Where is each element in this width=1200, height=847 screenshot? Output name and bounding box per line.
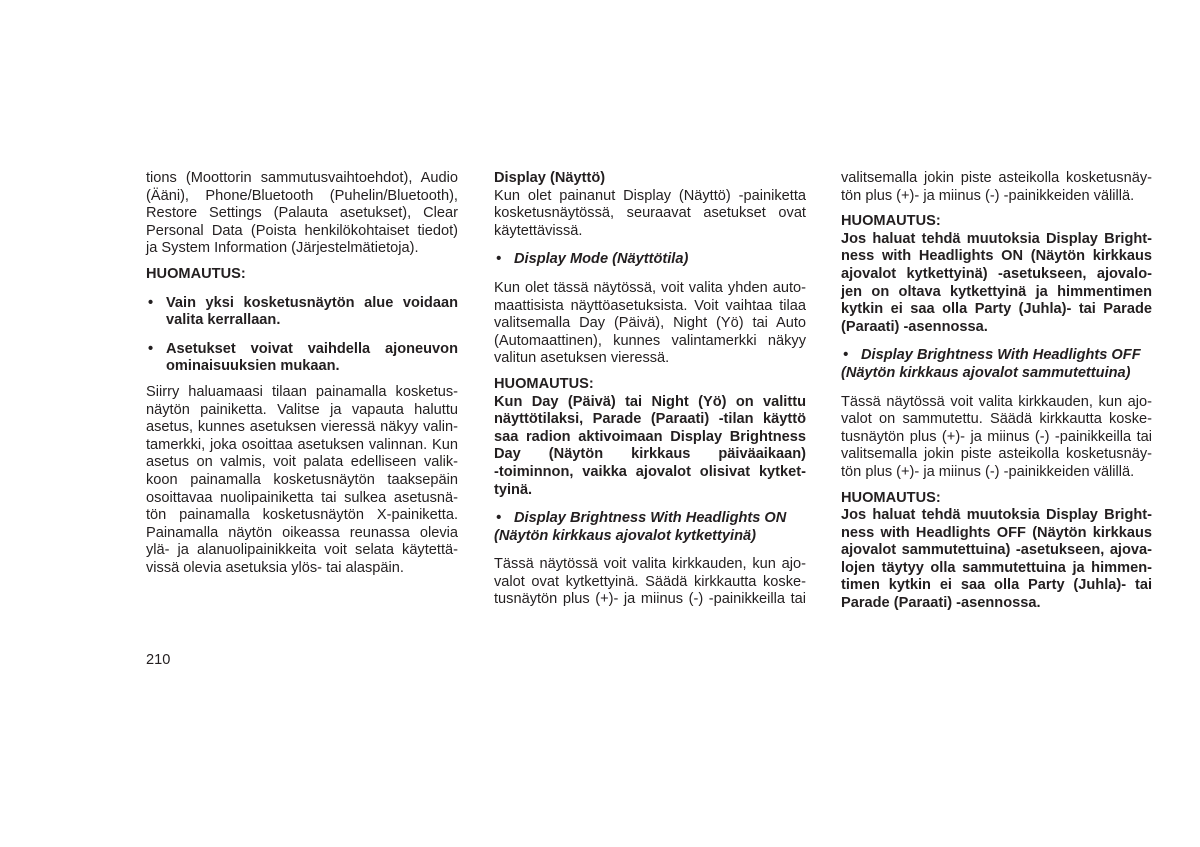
line-text: ja System Information (Järjestelmätietoja).	[146, 240, 419, 257]
text-line	[841, 429, 1152, 447]
text-column-right	[841, 170, 1152, 613]
text-line	[494, 411, 806, 429]
text-line	[494, 315, 806, 333]
text-line	[841, 411, 1152, 429]
text-line	[146, 560, 458, 578]
text-line	[841, 394, 1152, 412]
line-text: valot on sammutettu. Säädä kirkkautta koske-	[841, 411, 1152, 428]
line-text: kosketusnäytössä, seuraavat asetukset ovat	[494, 205, 806, 222]
text-line	[494, 429, 806, 447]
line-text: valitsemalla Day (Päivä), Night (Yö) tai Auto	[494, 315, 806, 332]
text-line	[146, 490, 458, 508]
text-line	[841, 248, 1152, 266]
text-line	[841, 490, 1152, 508]
line-text: tön plus (+)- ja miinus (-) -painikkeiden välillä.	[841, 187, 1135, 204]
text-line	[841, 170, 1152, 188]
text-line	[494, 188, 806, 206]
text-line	[494, 464, 806, 482]
text-line	[494, 446, 806, 464]
line-text: HUOMAUTUS:	[494, 375, 594, 392]
bullet-icon: •	[148, 340, 154, 357]
line-text: asetus, kunnes asetuksen vieressä näkyy valin-	[146, 419, 458, 436]
text-line	[146, 384, 458, 402]
line-text: Kun Day (Päivä) tai Night (Yö) on valittu	[494, 393, 806, 410]
line-text: ajovalot sammutettuina) -asetukseen, ajova-	[841, 542, 1152, 559]
text-line	[841, 365, 1152, 383]
line-text: Display Mode (Näyttötila)	[514, 251, 689, 268]
text-line	[146, 437, 458, 455]
line-text: ylä- ja alanuolipainikkeita voit selata käytettä-	[146, 542, 458, 559]
text-line	[146, 170, 458, 188]
line-text: valitun asetuksen vieressä.	[494, 350, 670, 367]
text-line	[146, 295, 458, 313]
text-line	[841, 284, 1152, 302]
text-line	[146, 419, 458, 437]
bullet-icon: •	[496, 510, 502, 527]
line-text: (Automaattinen), kunnes valintamerkki näkyy	[494, 332, 806, 349]
text-line	[146, 312, 458, 330]
line-text: vissä olevia asetuksia ylös- tai alaspäin.	[146, 559, 404, 576]
text-line	[494, 376, 806, 394]
text-line	[841, 266, 1152, 284]
line-text: ajovalot kytkettyinä) -asetukseen, ajovalo-	[841, 265, 1152, 282]
line-text: Display Brightness With Headlights OFF	[861, 347, 1141, 364]
text-line	[146, 507, 458, 525]
text-line	[146, 472, 458, 490]
line-text: valitsemalla jokin piste asteikolla kosketusnäy-	[841, 446, 1152, 463]
line-text: (Näytön kirkkaus ajovalot kytkettyinä)	[494, 527, 756, 544]
line-text: timen kytkin ei saa olla Party (Juhla)- tai	[841, 577, 1152, 594]
line-text: tyinä.	[494, 481, 533, 498]
line-text: -toiminnon, vaikka ajovalot olisivat kytket-	[494, 463, 806, 480]
text-line	[146, 223, 458, 241]
line-text: Kun olet painanut Display (Näyttö) -painiketta	[494, 187, 806, 204]
text-line	[146, 542, 458, 560]
text-line	[494, 333, 806, 351]
line-text: Asetukset voivat vaihdella ajoneuvon	[166, 340, 458, 357]
line-text: Display (Näyttö)	[494, 170, 606, 186]
text-line	[146, 341, 458, 359]
line-text: lojen täytyy olla sammutettuina ja himmen-	[841, 559, 1152, 576]
line-text: tusnäytön plus (+)- ja miinus (-) -painikkeilla tai	[494, 591, 806, 608]
line-text: Jos haluat tehdä muutoksia Display Bright-	[841, 507, 1152, 524]
line-text: näytön painiketta. Valitse ja vapauta haluttu	[146, 401, 458, 418]
text-line	[494, 510, 806, 528]
line-text: ness with Headlights OFF (Näytön kirkkaus	[841, 524, 1152, 541]
line-text: valot ovat kytkettyinä. Säädä kirkkautta koske-	[494, 573, 806, 590]
line-text: Vain yksi kosketusnäytön alue voidaan	[166, 294, 458, 311]
text-line	[494, 223, 806, 241]
text-line	[146, 240, 458, 258]
text-line	[146, 402, 458, 420]
line-text: ominaisuuksien mukaan.	[166, 358, 340, 375]
bullet-icon: •	[843, 347, 849, 364]
line-text: koon painamalla kosketusnäytön taaksepäin	[146, 471, 458, 488]
line-text: tön plus (+)- ja miinus (-) -painikkeiden välillä.	[841, 463, 1135, 480]
line-text: Display Brightness With Headlights ON	[514, 510, 787, 527]
line-text: näyttötilaksi, Parade (Paraati) -tilan käyttö	[494, 411, 806, 428]
text-line	[841, 542, 1152, 560]
text-line	[494, 280, 806, 298]
text-line	[146, 188, 458, 206]
line-text: Kun olet tässä näytössä, voit valita yhden auto-	[494, 279, 806, 296]
text-line	[841, 213, 1152, 231]
text-line	[494, 591, 806, 609]
line-text: Personal Data (Poista henkilökohtaiset tiedot)	[146, 222, 458, 239]
text-column-left	[146, 170, 458, 577]
text-line	[146, 205, 458, 223]
line-text: ness with Headlights ON (Näytön kirkkaus	[841, 248, 1152, 265]
text-line	[841, 507, 1152, 525]
line-text: valitsemalla jokin piste asteikolla kosketusnäy-	[841, 170, 1152, 186]
text-line	[146, 358, 458, 376]
text-line	[494, 205, 806, 223]
text-line	[494, 394, 806, 412]
text-line	[494, 170, 806, 188]
text-line	[841, 525, 1152, 543]
line-text: osoittavaa nuolipainiketta tai sulkea asetusnä-	[146, 489, 458, 506]
text-line	[841, 577, 1152, 595]
line-text: tusnäytön plus (+)- ja miinus (-) -painikkeilla tai	[841, 428, 1152, 445]
text-line	[494, 251, 806, 269]
line-text: tions (Moottorin sammutusvaihtoehdot), Audio	[146, 170, 458, 186]
text-line	[841, 595, 1152, 613]
line-text: (Paraati) -asennossa.	[841, 318, 988, 335]
text-line	[841, 560, 1152, 578]
line-text: HUOMAUTUS:	[841, 489, 941, 506]
line-text: Siirry haluamaasi tilaan painamalla kosketus-	[146, 383, 458, 400]
text-line	[494, 482, 806, 500]
line-text: HUOMAUTUS:	[146, 265, 246, 282]
line-text: tamerkki, joka osoittaa asetuksen valinnan. Kun	[146, 436, 458, 453]
line-text: valita kerrallaan.	[166, 312, 281, 329]
text-line	[494, 574, 806, 592]
line-text: (Näytön kirkkaus ajovalot sammutettuina)	[841, 364, 1131, 381]
line-text: maattisista näyttöasetuksista. Voit vaihtaa tilaa	[494, 297, 806, 314]
text-line	[841, 446, 1152, 464]
line-text: Tässä näytössä voit valita kirkkauden, kun ajo-	[841, 393, 1152, 410]
line-text: saa radion aktivoimaan Display Brightness	[494, 428, 806, 445]
line-text: Tässä näytössä voit valita kirkkauden, kun ajo-	[494, 556, 806, 573]
text-line	[494, 556, 806, 574]
text-line	[841, 231, 1152, 249]
text-line	[841, 464, 1152, 482]
line-text: Parade (Paraati) -asennossa.	[841, 595, 1041, 612]
line-text: Painamalla näytön oikeassa reunassa olevia	[146, 524, 458, 541]
line-text: HUOMAUTUS:	[841, 213, 941, 230]
line-text: Day (Näytön kirkkaus päiväaikaan)	[494, 446, 806, 463]
text-line	[494, 350, 806, 368]
line-text: jen on oltava kytkettyinä ja himmentimen	[841, 283, 1152, 300]
line-text: kytkin ei saa olla Party (Juhla)- tai Parade	[841, 301, 1152, 318]
line-text: Restore Settings (Palauta asetukset), Clear	[146, 205, 458, 222]
page-number: 210	[146, 652, 171, 668]
bullet-icon: •	[148, 294, 154, 311]
bullet-icon: •	[496, 251, 502, 268]
line-text: (Ääni), Phone/Bluetooth (Puhelin/Bluetooth),	[146, 187, 458, 204]
line-text: asetus on valmis, voit palata edelliseen valik-	[146, 454, 458, 471]
text-line	[146, 266, 458, 284]
line-text: Jos haluat tehdä muutoksia Display Bright-	[841, 230, 1152, 247]
text-line	[841, 319, 1152, 337]
text-line	[146, 525, 458, 543]
text-column-middle	[494, 170, 806, 609]
text-line	[841, 188, 1152, 206]
line-text: tön painamalla kosketusnäytön X-painiketta.	[146, 507, 458, 524]
line-text: käytettävissä.	[494, 222, 583, 239]
text-line	[841, 301, 1152, 319]
text-line	[494, 528, 806, 546]
text-line	[146, 454, 458, 472]
text-line	[494, 298, 806, 316]
text-line	[841, 347, 1152, 365]
